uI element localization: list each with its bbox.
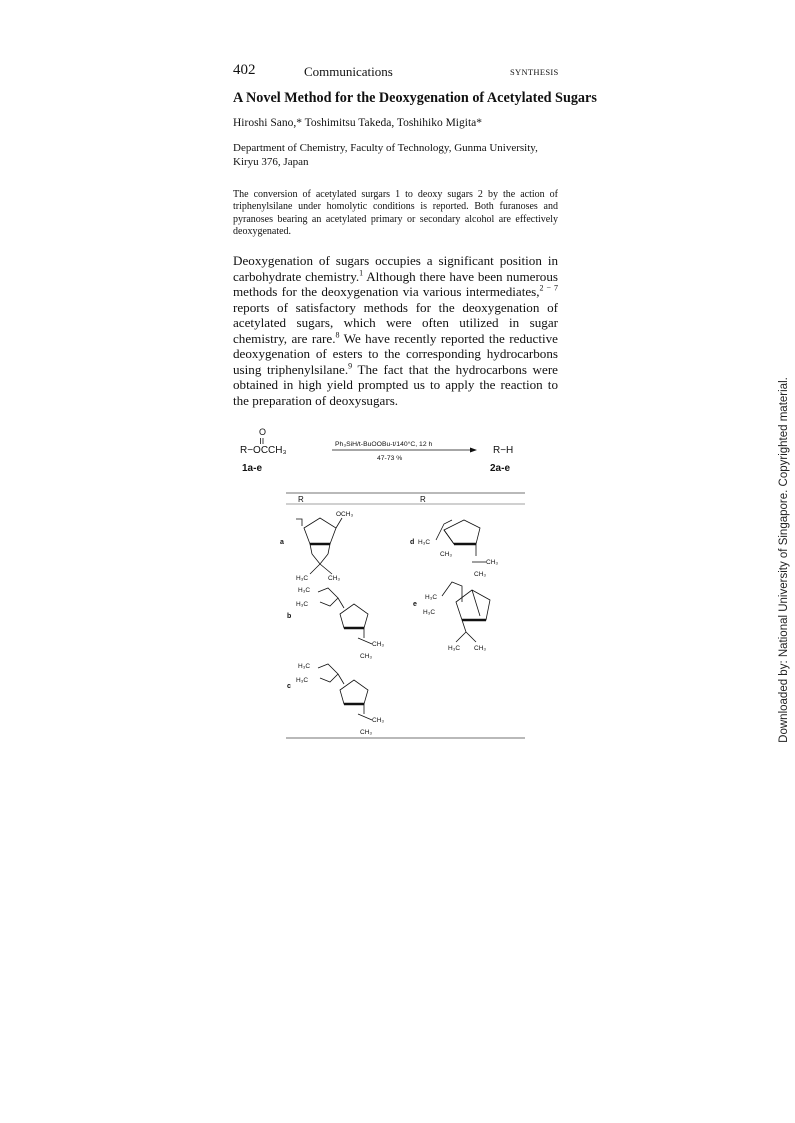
reference-1: 1 [359, 268, 364, 278]
column-header-r-left: R [298, 495, 304, 504]
body-text-4: We have recently reported the reductive deoxygenation of esters to the corresponding hydrocarbons using triphenylsilane. [233, 330, 558, 377]
entry-label-b: b [287, 613, 292, 620]
reference-9: 9 [348, 361, 353, 371]
structure-d [410, 520, 498, 578]
entry-label-e: e [413, 601, 417, 608]
author-affiliation: Department of Chemistry, Faculty of Technology, Gunma University, Kiryu 376, Japan [233, 142, 538, 168]
substituent-c-ch3-1: CH₃ [372, 717, 385, 724]
entry-label-d: d [410, 539, 415, 546]
substituent-d-ch3-3: CH₃ [474, 571, 487, 578]
body-text-1: Deoxygenation of sugars occupies a significant position in carbohydrate chemistry. [233, 253, 558, 284]
substituent-c-h3c-2: H₃C [296, 677, 309, 684]
substituent-e-h3c-1: H₃C [425, 594, 438, 601]
reaction-scheme [240, 420, 560, 740]
reaction-yield: 47-73 % [377, 455, 403, 462]
body-text-5: The fact that the hydrocarbons were obtained in high yield prompted us to apply the reaction to the preparation of deoxysugars. [233, 361, 558, 408]
substituent-a-och3: OCH₃ [336, 511, 354, 518]
substituent-a-ch3: CH₃ [328, 575, 341, 582]
substituent-e-h3c-2: H₃C [423, 609, 436, 616]
substituent-b-ch3-1: CH₃ [372, 641, 385, 648]
substituent-a-h3c: H₃C [296, 575, 309, 582]
structure-e [413, 582, 490, 652]
page-number: 402 [233, 62, 256, 78]
body-text-3: reports of satisfactory methods for the deoxygenation of acetylated sugars, which were often utilized in sugar chemistry, are rare. [233, 299, 558, 346]
body-text-2: Although there have been numerous methods for the deoxygenation via various intermediates, [233, 268, 558, 299]
structure-c [287, 663, 384, 736]
reactant-carbonyl-o: O [259, 427, 267, 437]
substituent-d-h3c: H₃C [418, 539, 431, 546]
article-title: A Novel Method for the Deoxygenation of Acetylated Sugars [233, 90, 597, 106]
substituent-d-ch3-2: CH₃ [486, 559, 499, 566]
entry-label-a: a [280, 539, 284, 546]
substituent-c-ch3-2: CH₃ [360, 729, 373, 736]
substituent-c-h3c-1: H₃C [298, 663, 311, 670]
product-label: 2a-e [490, 463, 511, 474]
download-notice: Downloaded by: National University of Singapore. Copyrighted material. [778, 377, 790, 743]
section-name: Communications [304, 64, 393, 79]
journal-name: SYNTHESIS [510, 67, 559, 77]
article-authors: Hiroshi Sano,* Toshimitsu Takeda, Toshihiko Migita* [233, 117, 482, 129]
column-header-r-right: R [420, 495, 426, 504]
entry-label-c: c [287, 683, 291, 690]
substituent-e-ch3: CH₃ [474, 645, 487, 652]
body-paragraph [233, 253, 558, 408]
structure-a [280, 511, 353, 582]
reaction-conditions: Ph₃SiH/t-BuOOBu-t/140°C, 12 h [335, 441, 433, 448]
substituent-b-h3c-2: H₃C [296, 601, 309, 608]
structure-b [287, 587, 384, 660]
reference-8: 8 [335, 330, 340, 340]
reference-2-7: 2 − 7 [539, 283, 558, 293]
substituent-b-h3c-1: H₃C [298, 587, 311, 594]
product-formula: R−H [493, 445, 514, 456]
substituent-e-h3c-3: H₃C [448, 645, 461, 652]
substituent-b-ch3-2: CH₃ [360, 653, 373, 660]
substituent-d-ch3-1: CH₃ [440, 551, 453, 558]
abstract: The conversion of acetylated surgars 1 to deoxy sugars 2 by the action of triphenylsilane under homolytic conditions is reported. Both furanoses and pyranoses bearing an acetylated primary or secondary alcohol are effectively deoxygenated. [233, 189, 558, 238]
reactant-formula: R−OCCH₃ [240, 445, 287, 456]
reactant-label: 1a-e [242, 463, 263, 474]
